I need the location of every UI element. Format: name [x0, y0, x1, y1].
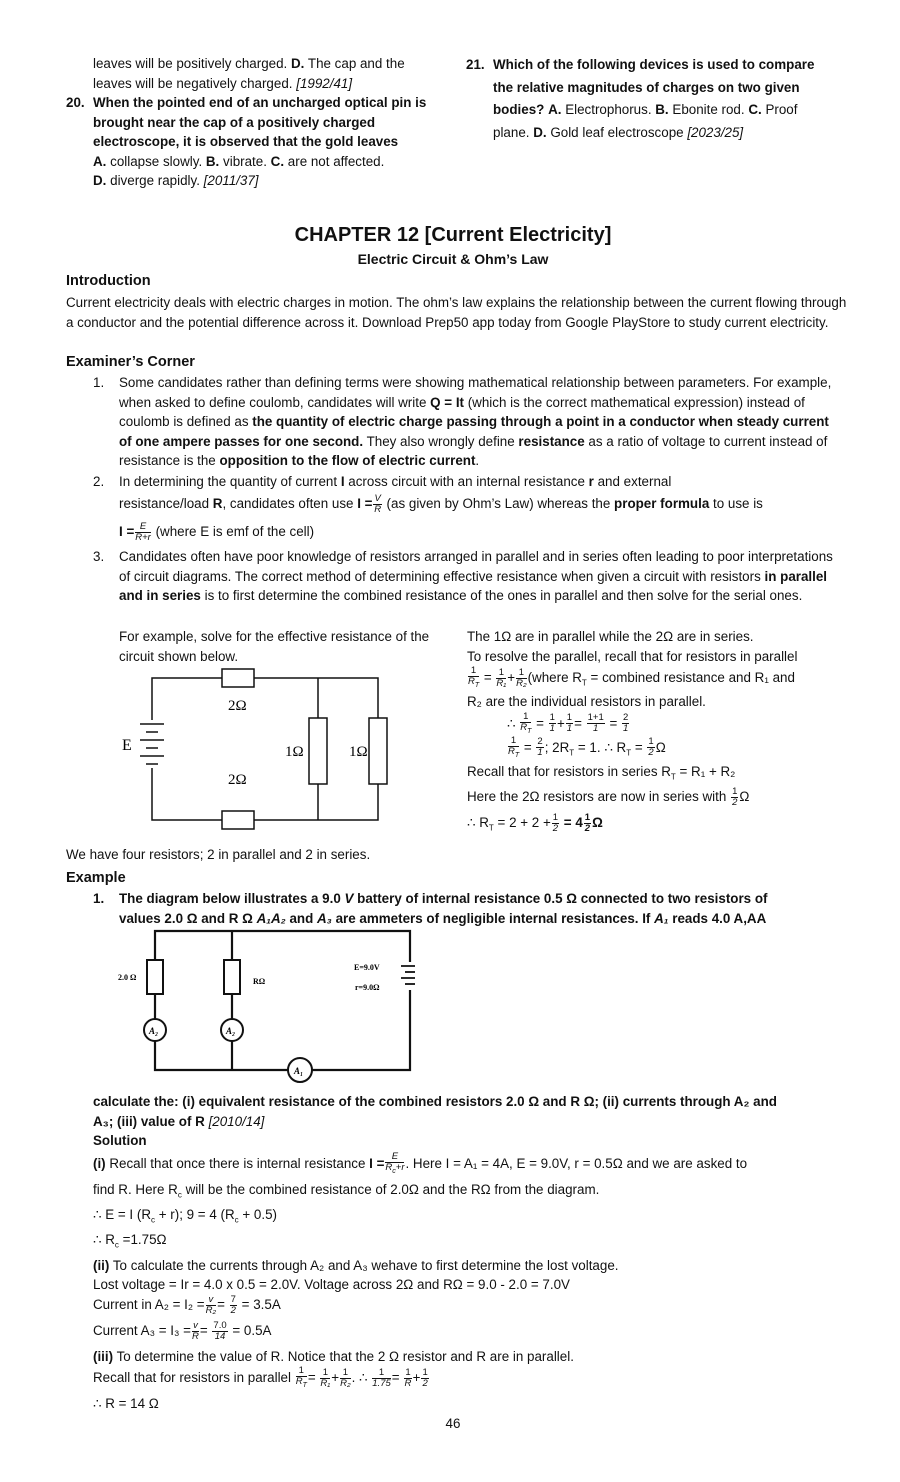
examiner-point-1: 1. Some candidates rather than defining terms were showing mathematical relationship between parameters. For example, when asked to define coulomb, candidates will write Q = It (which is the correct mathematical expression) instead of coulomb is defined as the quantity of electric charge passing through a point in a conductor when steady current of one ampere passes for one second. They also wrongly define resistance as a ratio of voltage to current instead of resistance is the opposition to the flow of electric current. [93, 375, 832, 468]
q19-tail: leaves will be positively charged. D. The cap and the leaves will be negatively charged. [1992/41] [93, 56, 405, 91]
resistor-middle-2 [369, 718, 387, 784]
example-heading: Example [66, 870, 126, 886]
circuit2-label-a1: A₁ [294, 1066, 304, 1076]
circuit1-label-bottom: 2Ω [228, 772, 247, 788]
circuit1-emf-label: E [122, 737, 132, 754]
page-number: 46 [445, 1416, 461, 1431]
examiner-point-3: 3. Candidates often have poor knowledge of resistors arranged in parallel and in series often leading to poor interpretations of circuit diagrams. The correct method of determining effective resistance when given a circuit with resistors in parallel and in series is to first determine the combined resistance of the ones in parallel and then solve for the serial ones. [93, 549, 833, 603]
examiners-corner-heading: Examiner’s Corner [66, 354, 195, 370]
left-column-top [66, 54, 446, 191]
parallel-explanation: The 1Ω are in parallel while the 2Ω are in series. To resolve the parallel, recall that for resistors in parallel $\frac{1}{R_T}$ = $\frac{1}{\text{R₁}}$ + $\frac{1}{\text{R₂}}$ (where $R_T$ = combined resistance and R₁ and R₂ are the individual resistors in parallel. ∴ $\frac{1}{R_T}$ = $\frac{1}{1}$ + $\frac{1}{1}$ = $\frac{1+1}{1}$ = $\frac{2}{1}$ $\frac{1}{R_T}$ = $\frac{2}{1}$ ; $2R_T = 1$. ∴ $R_T$ = $\frac{1}{2}$ Ω Recall that for resistors in series $R_T = R_1 + R_2$ Here the 2Ω resistors are now in series with $\frac{1}{2}$ Ω ∴ $R_T = 2 + 2$ + $\frac{1}{2}$ = 4 $\frac{1}{2}$ Ω [467, 629, 798, 834]
circuit2-label-r1: 2.0 Ω [118, 973, 137, 982]
example-bottom-note: We have four resistors; 2 in parallel and 2 in series. [66, 847, 371, 862]
resistor-middle-1 [309, 718, 327, 784]
examiner-point-2: 2. In determining the quantity of current I across circuit with an internal resistance r and external resistance/load R, candidates often use I = $\frac{V}{R}$ (as given by Ohm’s Law) whereas the proper formula to use is I = $\frac{E}{R+r}$ (where E is emf of the cell) [93, 474, 763, 543]
example-question-1-cont: calculate the: (i) equivalent resistance of the combined resistors 2.0 Ω and R Ω; (ii) currents through A₂ and A₃; (iii) value of R [2010/14] Solution [93, 1094, 777, 1148]
resistor-top [222, 669, 254, 687]
example-question-1: 1. The diagram below illustrates a 9.0 V battery of internal resistance 0.5 Ω connected to two resistors of values 2.0 Ω and R Ω A₁A₂ and A₃ are ammeters of negligible internal resistances. If A₁ reads 4.0 A,AA [93, 891, 768, 926]
circuit2-label-e: E=9.0V [354, 963, 380, 972]
solution-body: (i) Recall that once there is internal resistance I = $\frac{E}{R_c+r}$ . Here I = A₁ = 4A, E = 9.0V, r = 0.5Ω and we are asked to find R. Here $R_c$ will be the combined resistance of 2.0Ω and the RΩ from the diagram. ∴ E = I $(R_c + r)$; 9 = 4 $(R_c + 0.5)$ ∴ $R_c =1.75\Omega$ (ii) To calculate the currents through A₂ and A₃ wehave to first determine the lost voltage. Lost voltage = Ir = 4.0 x 0.5 = 2.0V. Voltage across 2Ω and RΩ = 9.0 - 2.0 = 7.0V Current in A₂ = I₂ = $\frac{v}{\text{R₂}}$ = $\frac{7}{2}$ = 3.5A Current A₃ = I₃ = $\frac{v}{R}$ = $\frac{7.0}{14}$ = 0.5A (iii) To determine the value of R. Notice that the 2 Ω resistor and R are in parallel. Recall that for resistors in parallel $\frac{1}{R_T}$ = $\frac{1}{\text{R₁}}$ + $\frac{1}{\text{R₂}}$ . ∴ $\frac{1}{1.75}$ = $\frac{1}{R}$ + $\frac{1}{2}$ ∴ R = 14 Ω [93, 1151, 748, 1412]
question-21: 21. Which of the following devices is used to compare the relative magnitudes of charges on two given bodies? A. Electrophorus. B. Ebonite rod. C. Proof plane. D. Gold leaf electroscope [2023/25] [466, 57, 815, 140]
circuit1-label-top: 2Ω [228, 698, 247, 714]
chapter-title: CHAPTER 12 [Current Electricity] [294, 224, 612, 246]
circuit1-label-mid2: 1Ω [349, 744, 368, 760]
resistor-2ohm [147, 960, 163, 994]
right-column-top [466, 54, 836, 144]
introduction-body: Current electricity deals with electric charges in motion. The ohm’s law explains the relationship between the current flowing through a conductor and the potential difference across it. Download Prep50 app today from Google PlayStore to study current electricity. [66, 295, 847, 330]
example-instruction-left: For example, solve for the effective resistance of the circuit shown below. [119, 629, 430, 664]
resistor-bottom [222, 811, 254, 829]
chapter-subtitle: Electric Circuit & Ohm’s Law [357, 251, 549, 267]
circuit2-label-r: r=9.0Ω [355, 983, 380, 992]
question-20: 20. When the pointed end of an uncharged optical pin is brought near the cap of a positively charged electroscope, it is observed that the gold leaves A. collapse slowly. B. vibrate. C. are not affected. D. diverge rapidly. [2011/37] [66, 95, 427, 188]
circuit-diagram-1 [118, 666, 408, 844]
fraction-v-over-r: $\frac{V}{R}$ [374, 493, 382, 515]
circuit-diagram-2 [115, 924, 415, 1089]
resistor-r-ohm [224, 960, 240, 994]
introduction-heading: Introduction [66, 273, 151, 289]
circuit2-label-r2: RΩ [253, 977, 266, 986]
circuit2-label-a2-left: A₂ [149, 1026, 159, 1036]
circuit2-label-a2-right: A₂ [226, 1026, 236, 1036]
circuit1-label-mid1: 1Ω [285, 744, 304, 760]
fraction-e-over-r-plus-r: $\frac{E}{R+r}$ [135, 521, 151, 543]
